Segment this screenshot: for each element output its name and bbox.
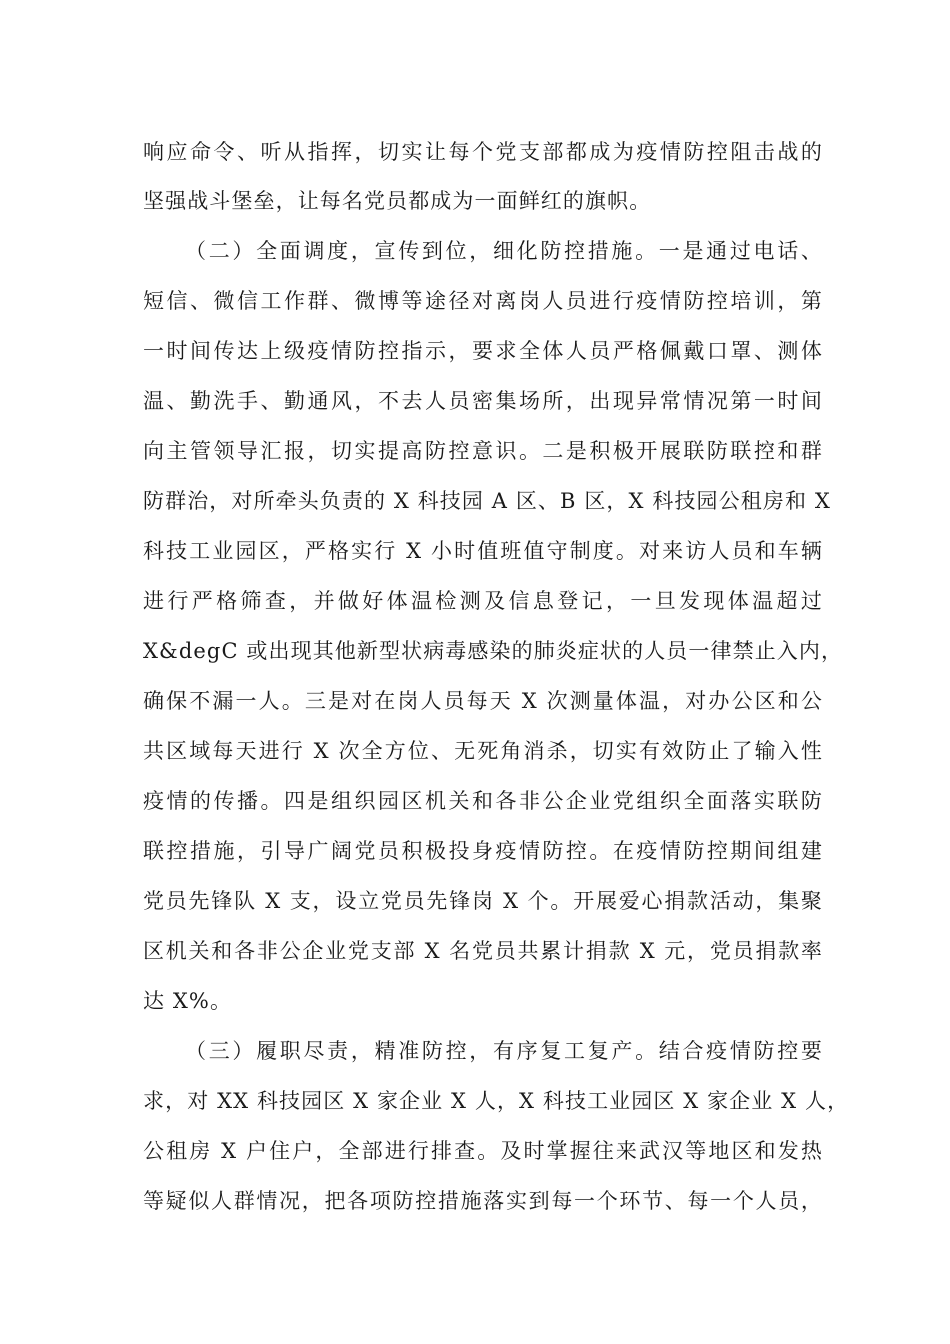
- text-line: 共区域每天进行 X 次全方位、无死角消杀，切实有效防止了输入性: [143, 739, 823, 763]
- text-line: 公租房 X 户住户，全部进行排查。及时掌握往来武汉等地区和发热: [143, 1139, 823, 1163]
- text-line: 防群治，对所牵头负责的 X 科技园 A 区、B 区，X 科技园公租房和 X: [143, 489, 831, 513]
- text-line: 响应命令、听从指挥，切实让每个党支部都成为疫情防控阻击战的: [143, 140, 823, 164]
- text-line: 求，对 XX 科技园区 X 家企业 X 人，X 科技工业园区 X 家企业 X 人，: [143, 1089, 850, 1113]
- text-line: 短信、微信工作群、微博等途径对离岗人员进行疫情防控培训，第: [143, 289, 823, 313]
- paragraph-heading-line: （三）履职尽责，精准防控，有序复工复产。结合疫情防控要: [185, 1039, 823, 1063]
- text-line: 向主管领导汇报，切实提高防控意识。二是积极开展联防联控和群: [143, 439, 823, 463]
- text-line: 等疑似人群情况，把各项防控措施落实到每一个环节、每一个人员，: [143, 1189, 823, 1213]
- text-line: 进行严格筛查，并做好体温检测及信息登记，一旦发现体温超过: [143, 589, 823, 613]
- text-line: X&degC 或出现其他新型状病毒感染的肺炎症状的人员一律禁止入内，: [143, 639, 844, 663]
- text-line: 达 X%。: [143, 989, 233, 1013]
- text-line: 科技工业园区，严格实行 X 小时值班值守制度。对来访人员和车辆: [143, 539, 823, 563]
- text-line: 确保不漏一人。三是对在岗人员每天 X 次测量体温，对办公区和公: [143, 689, 823, 713]
- text-line: 党员先锋队 X 支，设立党员先锋岗 X 个。开展爱心捐款活动，集聚: [143, 889, 823, 913]
- text-line: 一时间传达上级疫情防控指示，要求全体人员严格佩戴口罩、测体: [143, 339, 823, 363]
- text-line: 坚强战斗堡垒，让每名党员都成为一面鲜红的旗帜。: [143, 189, 652, 213]
- paragraph-heading-line: （二）全面调度，宣传到位，细化防控措施。一是通过电话、: [185, 239, 823, 263]
- text-line: 温、勤洗手、勤通风，不去人员密集场所，出现异常情况第一时间: [143, 389, 823, 413]
- text-line: 疫情的传播。四是组织园区机关和各非公企业党组织全面落实联防: [143, 789, 823, 813]
- text-line: 联控措施，引导广阔党员积极投身疫情防控。在疫情防控期间组建: [143, 839, 823, 863]
- text-line: 区机关和各非公企业党支部 X 名党员共累计捐款 X 元，党员捐款率: [143, 939, 823, 963]
